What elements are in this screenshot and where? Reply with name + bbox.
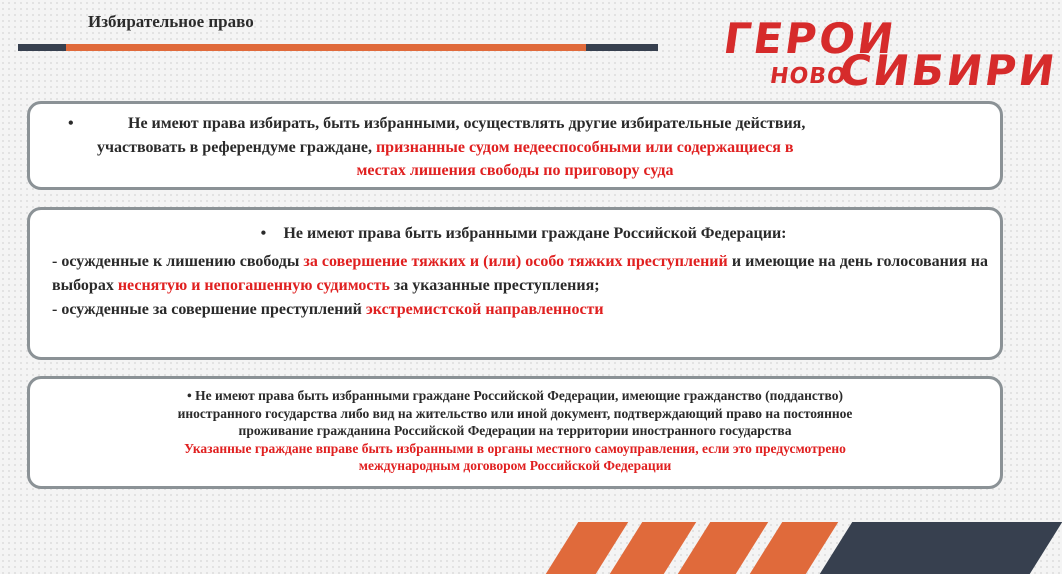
card1-line1: [68, 115, 805, 133]
card2-item1-highlight-a: за совершение тяжких и (или) особо тяжких преступлений: [303, 253, 728, 270]
title-underline-dark-right: [586, 44, 658, 51]
bullet: •: [68, 115, 74, 132]
card3-line2: иностранного государства либо вид на жительство или иной документ, подтверждающий право на постоянное: [177, 405, 853, 421]
card3-line1: • Не имеют права быть избранными граждане Российской Федерации, имеющие гражданство (подданство): [187, 388, 843, 403]
logo-text-line2: НОВО: [768, 64, 849, 89]
card2-item1-text-a: - осужденные к лишению свободы: [52, 253, 304, 270]
card2-item2-text: - осужденные за совершение преступлений: [52, 301, 366, 318]
card-foreign-citizenship: [27, 376, 1003, 489]
title-underline-dark: [18, 44, 66, 51]
card1-line2: [97, 139, 794, 157]
card2-body: [52, 250, 988, 322]
card2-item1-highlight-b: неснятую и непогашенную судимость: [117, 277, 390, 294]
bullet: •: [260, 225, 267, 242]
card1-line2-highlight: признанные судом недееспособными или содержащиеся в: [375, 139, 794, 156]
title-underline-orange: [66, 44, 586, 51]
logo-heroes-novosibirsk: [716, 14, 1061, 95]
card-no-election-rights-convicted: [27, 207, 1003, 360]
card2-item1-text-c: за указанные преступления;: [389, 277, 600, 294]
card1-line2-text: участвовать в референдуме граждане,: [97, 139, 376, 156]
card2-heading: [30, 225, 1000, 243]
card3-body: [30, 387, 1000, 475]
card2-item2-highlight: экстремистской направленности: [365, 301, 604, 318]
card2-heading-text: Не имеют права быть избранными граждане Российской Федерации:: [283, 225, 787, 242]
card3-line5-highlight: международным договором Российской Федерации: [358, 458, 672, 473]
card1-line3-highlight: местах лишения свободы по приговору суда: [356, 162, 674, 179]
card-no-voting-rights: [27, 101, 1003, 190]
card2-item1-text-b: и имеющие на день голосования на выборах: [52, 253, 989, 294]
card3-line4-highlight: Указанные граждане вправе быть избранными в органы местного самоуправления, если это предусмотрено: [184, 440, 846, 456]
decor-stripe-dark: [820, 522, 1062, 574]
card1-line1-text: Не имеют права избирать, быть избранными, осуществлять другие избирательные действия,: [128, 115, 806, 132]
logo-text-line1: ГЕРОИ: [720, 14, 900, 63]
page-title: Избирательное право: [88, 12, 254, 31]
logo-text-line3: СИБИРИ: [836, 46, 1061, 95]
card3-line3: проживание гражданина Российской Федерации на территории иностранного государства: [238, 423, 792, 438]
